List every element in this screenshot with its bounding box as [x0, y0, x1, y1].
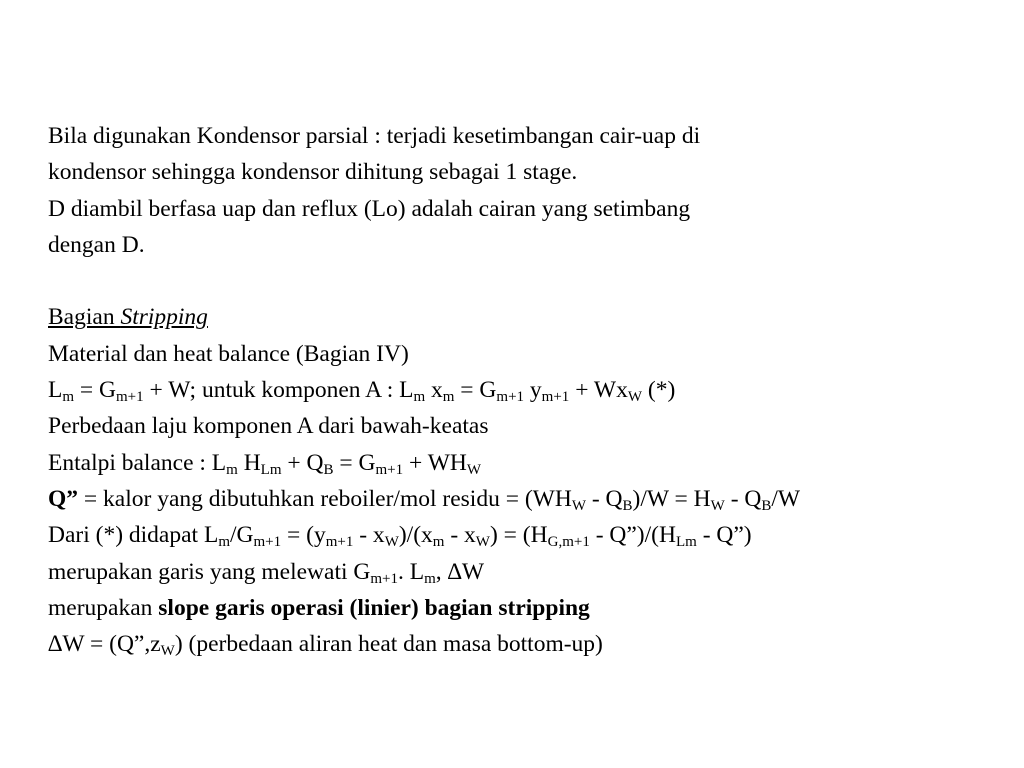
eq-text: = G [74, 377, 117, 404]
material-balance-line: Material dan heat balance (Bagian IV) [48, 340, 409, 367]
eq-subscript: m [424, 570, 436, 587]
eq-text: - x [353, 522, 385, 549]
eq-subscript: m [413, 389, 426, 406]
eq-text: = G [333, 449, 376, 476]
intro-line-1: Bila digunakan Kondensor parsial : terjadi kesetimbangan cair-uap di [48, 123, 701, 149]
eq-text: L [48, 377, 63, 404]
eq-subscript: Lm [675, 534, 697, 551]
eq-subscript: Lm [260, 461, 282, 478]
eq-text: = kalor yang dibutuhkan reboiler/mol residu = (WH [78, 485, 572, 512]
intro-line-2: kondensor sehingga kondensor dihitung sebagai 1 stage. [48, 159, 578, 186]
eq-text: (*) [642, 377, 676, 404]
eq-text: + Q [281, 449, 324, 476]
eq-text: + W; untuk komponen A : L [143, 377, 414, 404]
intro-line-4: dengan D. [48, 231, 145, 258]
eq-text: = G [454, 377, 497, 404]
eq-text: = (y [281, 522, 326, 549]
eq-text: + Wx [569, 377, 628, 404]
spacer [48, 263, 1018, 299]
eq-subscript: W [627, 389, 642, 406]
eq-subscript: m+1 [253, 534, 282, 551]
q-definition [48, 481, 1018, 517]
eq-text: x [425, 377, 443, 404]
section-heading-italic: Stripping [120, 304, 208, 331]
intro-line-3: D diambil berfasa uap dan reflux (Lo) adalah cairan yang setimbang [48, 195, 691, 222]
eq-subscript: B [323, 461, 334, 478]
eq-subscript: m+1 [370, 570, 398, 587]
eq-subscript: m+1 [116, 389, 144, 406]
eq-subscript: m+1 [541, 389, 570, 406]
eq-text: merupakan garis yang melewati G [48, 558, 371, 585]
eq-subscript: W [466, 461, 482, 478]
eq-text: /W [771, 485, 801, 512]
section-heading [48, 299, 1018, 335]
slide-content [48, 118, 1018, 662]
eq-subscript: m+1 [325, 534, 354, 551]
eq-text: merupakan [48, 594, 159, 621]
eq-text: - Q [585, 485, 623, 512]
section-heading-word: Bagian [48, 304, 121, 331]
eq-text: H [237, 449, 261, 476]
eq-text: /G [229, 522, 254, 549]
eq-text: - Q [724, 485, 762, 512]
slope-line [48, 590, 1018, 626]
eq-text: - Q”) [696, 522, 752, 549]
eq-text: ) (perbedaan aliran heat dan masa bottom-up) [174, 631, 603, 658]
material-equation [48, 372, 1018, 408]
eq-text: . L [398, 558, 425, 585]
eq-subscript: W [475, 534, 490, 551]
eq-text: - Q”)/(H [589, 522, 676, 549]
eq-text: , ∆W [435, 558, 485, 585]
eq-text: Dari (*) didapat L [48, 522, 219, 549]
eq-subscript: B [761, 497, 772, 514]
eq-subscript: m [432, 534, 445, 551]
eq-text: )/W = H [632, 485, 711, 512]
eq-subscript: m+1 [496, 389, 525, 406]
enthalpy-equation [48, 445, 1018, 481]
eq-subscript: G,m+1 [547, 534, 590, 551]
eq-text: ∆W = (Q”,z [48, 631, 161, 658]
eq-subscript: m [442, 389, 455, 406]
eq-subscript: W [160, 643, 175, 660]
eq-subscript: m [226, 461, 238, 478]
eq-text: )/(x [398, 522, 433, 549]
eq-subscript: W [571, 497, 586, 514]
eq-text: ) = (H [489, 522, 548, 549]
eq-text: Entalpi balance : L [48, 449, 227, 476]
eq-text: + WH [403, 449, 467, 476]
slope-emphasis: slope garis operasi (linier) bagian stripping [158, 594, 590, 621]
delta-w-line [48, 626, 1018, 662]
eq-subscript: W [384, 534, 399, 551]
eq-subscript: m [62, 389, 75, 406]
line-through-points [48, 554, 1018, 590]
q-symbol: Q” [48, 485, 79, 512]
eq-subscript: W [710, 497, 725, 514]
eq-text: y [524, 377, 542, 404]
eq-subscript: B [622, 497, 633, 514]
component-difference-line: Perbedaan laju komponen A dari bawah-keatas [48, 413, 489, 440]
eq-subscript: m+1 [375, 461, 404, 478]
eq-subscript: m [218, 534, 230, 551]
ratio-equation [48, 517, 1018, 553]
eq-text: - x [444, 522, 476, 549]
